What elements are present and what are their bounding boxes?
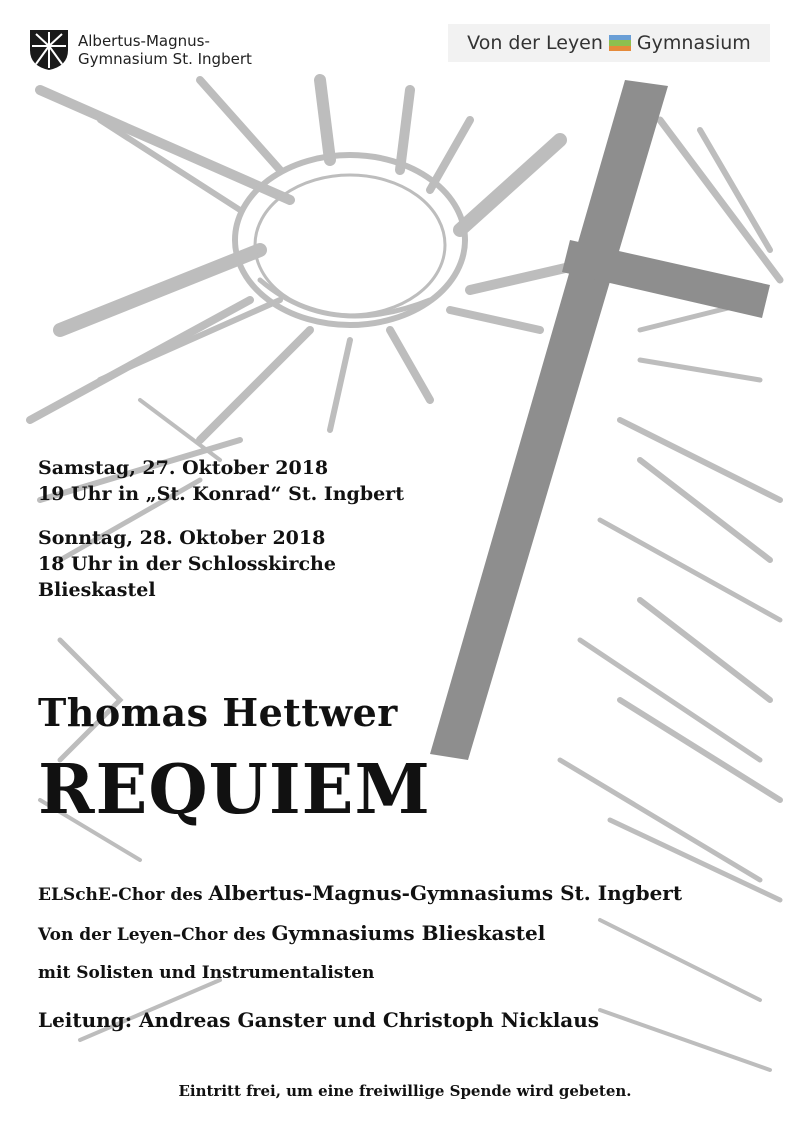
event-1-date: Samstag, 27. Oktober 2018 xyxy=(38,457,329,479)
choir-2-school: Gymnasiums Blieskastel xyxy=(271,921,546,945)
choir-line-1 xyxy=(38,874,682,914)
event-2-detail2: Blieskastel xyxy=(38,579,156,601)
logo-left-line2: Gymnasium St. Ingbert xyxy=(78,50,252,68)
admission-note xyxy=(0,1082,800,1100)
logo-right-part1: Von der Leyen xyxy=(467,32,603,54)
von-der-leyen-logo xyxy=(448,24,770,62)
soloists-line: mit Solisten und Instrumentalisten xyxy=(38,963,375,983)
composer-name: Thomas Hettwer xyxy=(38,690,398,735)
choir-2-prefix: Von der Leyen–Chor des xyxy=(38,925,272,945)
logo-left-line1: Albertus-Magnus- xyxy=(78,32,210,50)
event-dates xyxy=(38,455,404,621)
event-2-date: Sonntag, 28. Oktober 2018 xyxy=(38,527,326,549)
flag-stripes-icon xyxy=(609,35,631,51)
choir-line-2 xyxy=(38,914,682,954)
performers xyxy=(38,874,682,992)
event-2 xyxy=(38,525,404,603)
admission-text: Eintritt frei, um eine freiwillige Spende wird gebeten. xyxy=(178,1082,632,1100)
event-1-detail: 19 Uhr in „St. Konrad“ St. Ingbert xyxy=(38,483,404,505)
albertus-magnus-logo xyxy=(28,28,252,72)
shield-icon xyxy=(28,28,70,72)
choir-1-prefix: ELSchE-Chor des xyxy=(38,885,209,905)
event-1 xyxy=(38,455,404,507)
work-title: REQUIEM xyxy=(38,750,431,830)
event-2-detail: 18 Uhr in der Schlosskirche xyxy=(38,553,336,575)
conductors: Leitung: Andreas Ganster und Christoph Nicklaus xyxy=(38,1008,600,1032)
logo-right-part2: Gymnasium xyxy=(636,32,751,54)
choir-1-school: Albertus-Magnus-Gymnasiums St. Ingbert xyxy=(208,881,683,905)
